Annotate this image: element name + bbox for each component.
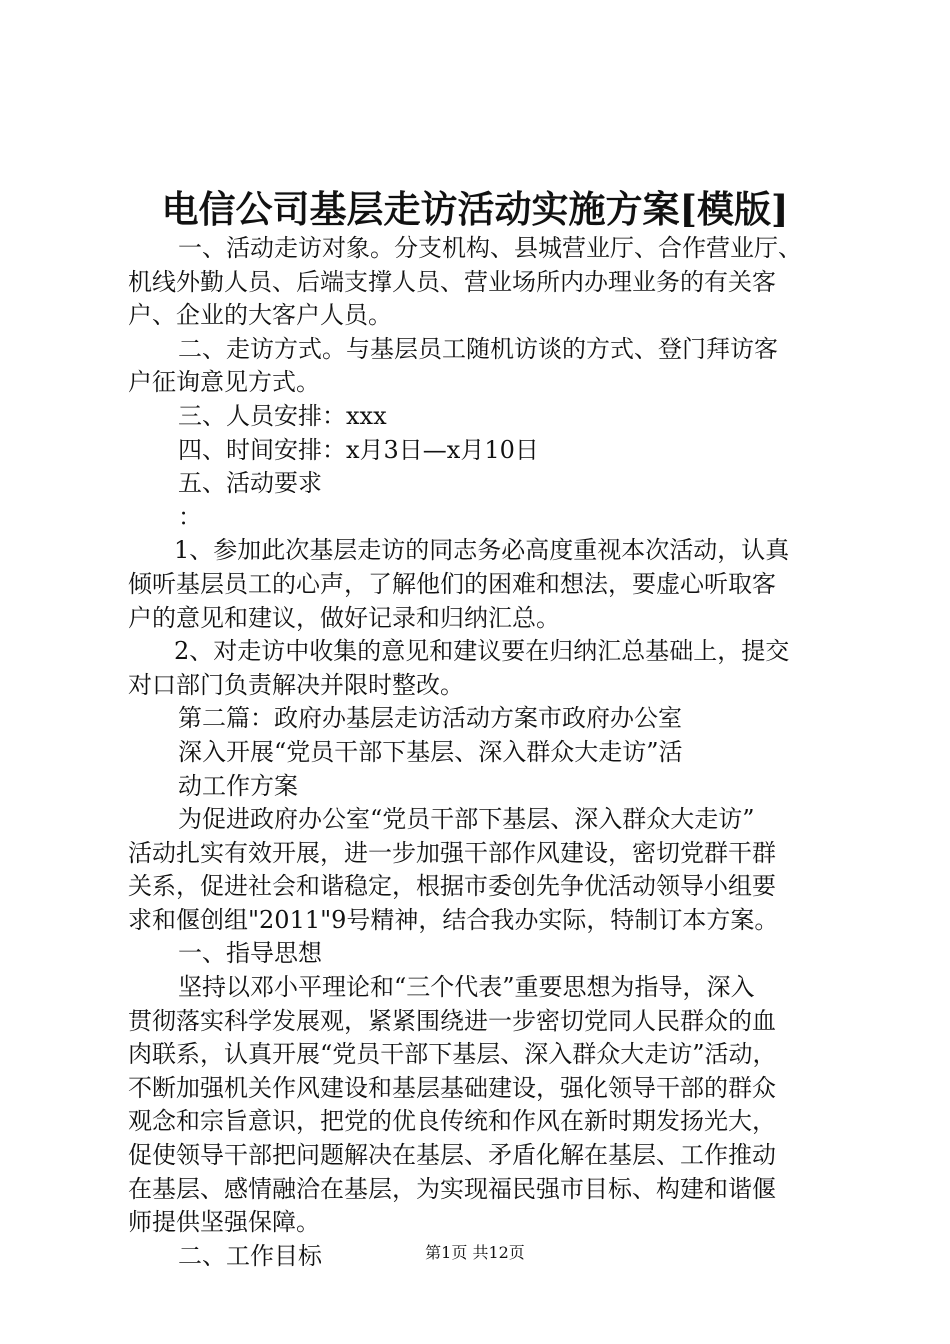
paragraph-line: 户的意见和建议，做好记录和归纳汇总。 xyxy=(128,603,560,632)
page-number-footer: 第1页 共12页 xyxy=(425,1243,525,1262)
paragraph-line: 观念和宗旨意识，把党的优良传统和作风在新时期发扬光大， xyxy=(128,1107,776,1136)
paragraph-line: 关系，促进社会和谐稳定，根据市委创先争优活动领导小组要 xyxy=(128,872,776,901)
paragraph-line: 二、工作目标 xyxy=(178,1241,322,1270)
paragraph-line: ： xyxy=(178,502,202,531)
paragraph-line: 活动扎实有效开展，进一步加强干部作风建设，密切党群干群 xyxy=(128,838,776,867)
paragraph-line: 一、活动走访对象。分支机构、县城营业厅、合作营业厅、 xyxy=(178,234,802,262)
paragraph-line: 贯彻落实科学发展观，紧紧围绕进一步密切党同人民群众的血 xyxy=(128,1006,776,1035)
paragraph-line: 机线外勤人员、后端支撑人员、营业场所内办理业务的有关客 xyxy=(128,267,776,296)
paragraph-line: 不断加强机关作风建设和基层基础建设，强化领导干部的群众 xyxy=(128,1073,776,1102)
paragraph-line: 深入开展“党员干部下基层、深入群众大走访”活 xyxy=(178,737,683,766)
paragraph-line: 一、指导思想 xyxy=(178,939,322,968)
paragraph-line: 三、人员安排：xxx xyxy=(178,401,387,430)
paragraph-line: 动工作方案 xyxy=(178,771,298,800)
document-title: 电信公司基层走访活动实施方案[模版] xyxy=(161,187,789,231)
paragraph-line: 户征询意见方式。 xyxy=(128,368,320,397)
document-body xyxy=(128,232,832,1273)
paragraph-line: 求和偃创组"2011"9号精神，结合我办实际，特制订本方案。 xyxy=(128,905,779,934)
paragraph-line: 倾听基层员工的心声，了解他们的困难和想法，要虚心听取客 xyxy=(128,569,776,598)
paragraph-line: 肉联系，认真开展“党员干部下基层、深入群众大走访”活动， xyxy=(128,1040,777,1069)
paragraph-line: 五、活动要求 xyxy=(178,469,322,498)
paragraph-line: 促使领导干部把问题解决在基层、矛盾化解在基层、工作推动 xyxy=(128,1141,776,1170)
paragraph-line: 2、对走访中收集的意见和建议要在归纳汇总基础上，提交 xyxy=(174,637,790,666)
paragraph-line: 为促进政府办公室“党员干部下基层、深入群众大走访” xyxy=(178,805,755,834)
paragraph-line: 在基层、感情融洽在基层，为实现福民强市目标、构建和谐偃 xyxy=(128,1174,776,1203)
paragraph-line: 户、企业的大客户人员。 xyxy=(128,301,392,330)
paragraph-line: 四、时间安排：x月3日—x月10日 xyxy=(178,435,539,464)
paragraph-line: 第二篇：政府办基层走访活动方案市政府办公室 xyxy=(178,704,682,733)
paragraph-line: 1、参加此次基层走访的同志务必高度重视本次活动，认真 xyxy=(174,536,790,565)
paragraph-line: 对口部门负责解决并限时整改。 xyxy=(128,670,464,699)
paragraph-line: 二、走访方式。与基层员工随机访谈的方式、登门拜访客 xyxy=(178,334,778,363)
paragraph-line: 师提供坚强保障。 xyxy=(128,1208,320,1237)
paragraph-line: 坚持以邓小平理论和“三个代表”重要思想为指导，深入 xyxy=(178,973,755,1002)
